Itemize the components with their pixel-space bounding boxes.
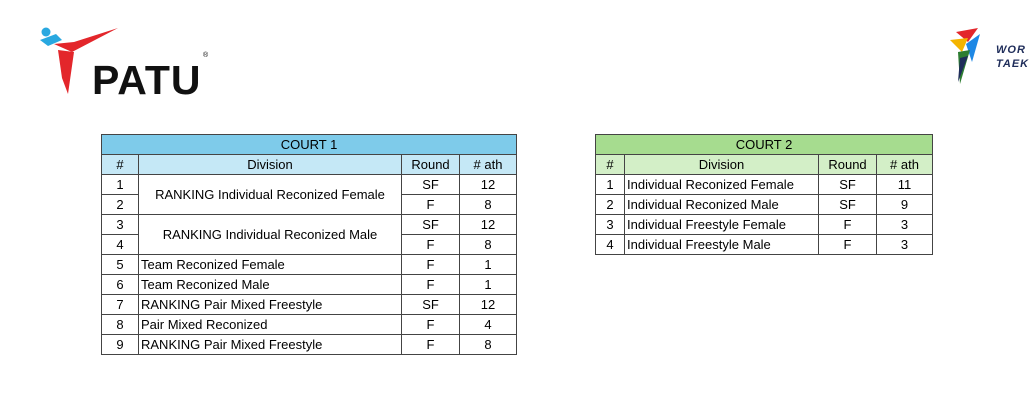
- court-2-title-row: [596, 135, 933, 155]
- row-ath: 9: [877, 195, 933, 215]
- court-2-title: COURT 2: [596, 135, 933, 155]
- table-row: [102, 295, 517, 315]
- row-round: F: [819, 215, 877, 235]
- col-header-round: Round: [402, 155, 460, 175]
- row-num: 9: [102, 335, 139, 355]
- row-division: RANKING Pair Mixed Freestyle: [139, 295, 402, 315]
- col-header-round: Round: [819, 155, 877, 175]
- row-round: SF: [402, 215, 460, 235]
- row-round: F: [402, 335, 460, 355]
- wt-logo-line-2: TAEK: [996, 58, 1029, 70]
- row-division: RANKING Individual Reconized Female: [139, 175, 402, 215]
- row-num: 3: [596, 215, 625, 235]
- row-round: SF: [402, 175, 460, 195]
- row-round: F: [402, 195, 460, 215]
- court-1-table: [101, 134, 517, 355]
- row-division: Team Reconized Female: [139, 255, 402, 275]
- row-ath: 11: [877, 175, 933, 195]
- row-num: 6: [102, 275, 139, 295]
- row-num: 1: [596, 175, 625, 195]
- row-division: Individual Reconized Female: [625, 175, 819, 195]
- row-ath: 12: [460, 175, 517, 195]
- patu-logo: [34, 24, 214, 104]
- col-header-division: Division: [625, 155, 819, 175]
- row-ath: 3: [877, 215, 933, 235]
- table-row: [102, 275, 517, 295]
- row-round: SF: [819, 175, 877, 195]
- row-ath: 8: [460, 235, 517, 255]
- court-2-table: [595, 134, 933, 255]
- table-row: [102, 315, 517, 335]
- court-1-title: COURT 1: [102, 135, 517, 155]
- row-num: 7: [102, 295, 139, 315]
- table-row: [596, 175, 933, 195]
- col-header-ath: # ath: [877, 155, 933, 175]
- table-row: [596, 235, 933, 255]
- col-header-ath: # ath: [460, 155, 517, 175]
- row-round: SF: [402, 295, 460, 315]
- col-header-num: #: [596, 155, 625, 175]
- registered-mark: ®: [203, 52, 209, 59]
- row-division: RANKING Pair Mixed Freestyle: [139, 335, 402, 355]
- row-round: F: [819, 235, 877, 255]
- court-1-title-row: [102, 135, 517, 155]
- row-division: Individual Reconized Male: [625, 195, 819, 215]
- row-round: SF: [819, 195, 877, 215]
- court-1-header-row: [102, 155, 517, 175]
- row-num: 2: [596, 195, 625, 215]
- wt-emblem-icon: [944, 22, 994, 92]
- row-num: 1: [102, 175, 139, 195]
- row-ath: 4: [460, 315, 517, 335]
- patu-logo-text: PATU: [92, 57, 202, 103]
- table-row: [102, 175, 517, 195]
- row-num: 3: [102, 215, 139, 235]
- table-row: [102, 255, 517, 275]
- row-num: 8: [102, 315, 139, 335]
- row-division: Pair Mixed Reconized: [139, 315, 402, 335]
- table-row: [102, 335, 517, 355]
- table-row: [102, 215, 517, 235]
- row-ath: 1: [460, 255, 517, 275]
- col-header-num: #: [102, 155, 139, 175]
- row-ath: 8: [460, 195, 517, 215]
- row-round: F: [402, 255, 460, 275]
- row-round: F: [402, 235, 460, 255]
- row-num: 4: [596, 235, 625, 255]
- wt-logo-line-1: WOR: [996, 44, 1026, 56]
- row-num: 4: [102, 235, 139, 255]
- row-round: F: [402, 315, 460, 335]
- world-taekwondo-logo: [944, 22, 1029, 92]
- row-num: 2: [102, 195, 139, 215]
- row-round: F: [402, 275, 460, 295]
- row-num: 5: [102, 255, 139, 275]
- row-division: Team Reconized Male: [139, 275, 402, 295]
- row-ath: 1: [460, 275, 517, 295]
- table-row: [596, 195, 933, 215]
- row-ath: 8: [460, 335, 517, 355]
- table-row: [596, 215, 933, 235]
- row-division: Individual Freestyle Male: [625, 235, 819, 255]
- court-2-header-row: [596, 155, 933, 175]
- row-ath: 12: [460, 295, 517, 315]
- row-ath: 12: [460, 215, 517, 235]
- row-division: RANKING Individual Reconized Male: [139, 215, 402, 255]
- row-division: Individual Freestyle Female: [625, 215, 819, 235]
- col-header-division: Division: [139, 155, 402, 175]
- row-ath: 3: [877, 235, 933, 255]
